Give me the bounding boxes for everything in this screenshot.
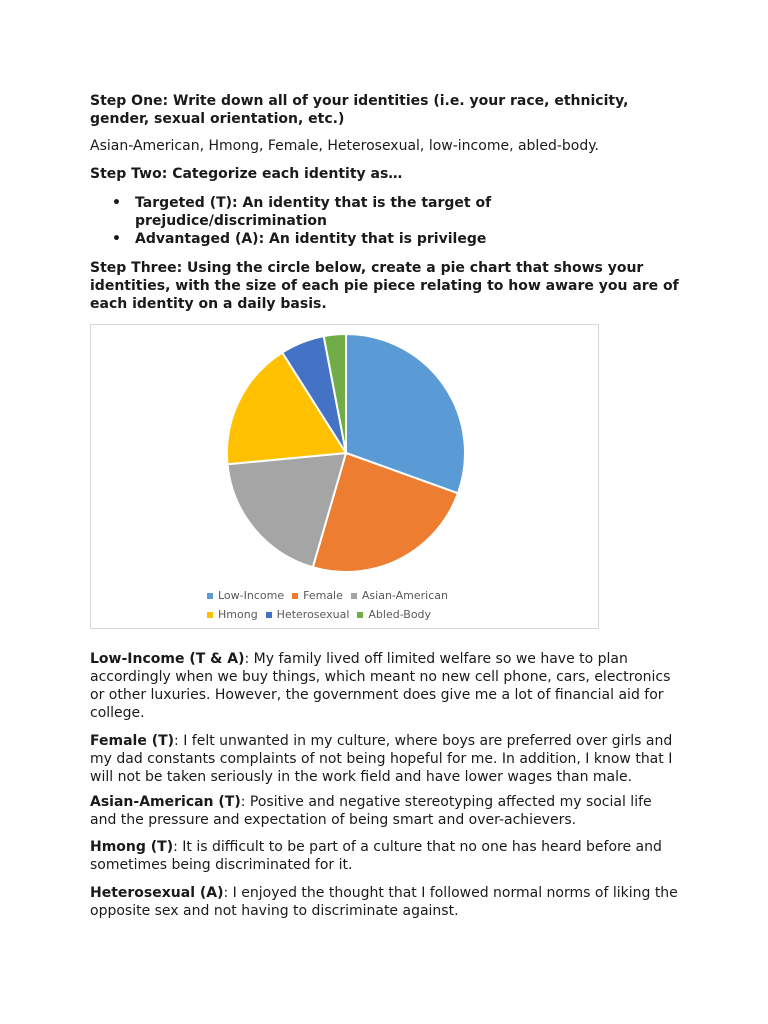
description-female [90, 732, 680, 786]
description-label: Female (T) [90, 733, 175, 749]
description-text: : I enjoyed the thought that I followed normal norms of liking the opposite sex and not having to discriminate against. [90, 885, 678, 919]
description-text: : I felt unwanted in my culture, where boys are preferred over girls and my dad constants complaints of not being hopeful for me. In addition, I know that I will not be taken seriously in the work field and have lower wages than male. [90, 733, 673, 785]
legend-item [351, 589, 448, 602]
bullet-targeted: • Targeted (T): An identity that is the target of prejudice/discrimination [90, 194, 610, 230]
description-text: : My family lived off limited welfare so we have to plan accordingly when we buy things, which meant no new cell phone, cars, electronics or other luxuries. However, the government does give me a lot of financial aid for college. [90, 651, 671, 721]
legend-label: Asian-American [361, 589, 448, 602]
legend-label: Abled-Body [368, 608, 432, 621]
bullet-advantaged: • Advantaged (A): An identity that is privilege [90, 230, 610, 248]
pie-chart-svg [91, 325, 600, 630]
description-low-income [90, 650, 680, 722]
legend-swatch [207, 612, 213, 618]
description-text: : It is difficult to be part of a culture that no one has heard before and sometimes being discriminated for it. [90, 839, 662, 873]
legend-swatch [351, 593, 357, 599]
description-hmong [90, 838, 680, 874]
legend-label: Low-Income [218, 589, 285, 602]
description-heterosexual [90, 884, 680, 920]
description-text: : Positive and negative stereotyping affected my social life and the pressure and expectation of being smart and over-achievers. [90, 794, 652, 828]
description-label: Asian-American (T) [90, 794, 241, 810]
description-label: Low-Income (T & A) [90, 651, 245, 667]
legend-item [266, 608, 350, 621]
identities-list: Asian-American, Hmong, Female, Heterosexual, low-income, abled-body. [90, 138, 599, 154]
legend-label: Heterosexual [276, 608, 350, 621]
chart-legend [207, 586, 507, 624]
category-bullets [90, 194, 610, 248]
legend-item [207, 589, 284, 602]
step-two-heading: Step Two: Categorize each identity as… [90, 166, 403, 182]
legend-item [357, 608, 431, 621]
legend-swatch [207, 593, 213, 599]
description-label: Hmong (T) [90, 839, 174, 855]
pie-chart [90, 324, 599, 629]
legend-item [292, 589, 343, 602]
legend-label: Female [303, 589, 343, 602]
step-three-heading: Step Three: Using the circle below, create a pie chart that shows your identities, with the size of each pie piece relating to how aware you are of each identity on a daily basis. [90, 260, 679, 312]
legend-swatch [266, 612, 272, 618]
legend-swatch [292, 593, 298, 599]
legend-swatch [357, 612, 363, 618]
legend-label: Hmong [218, 608, 258, 621]
description-asian-american [90, 793, 680, 829]
legend-item [207, 608, 258, 621]
step-one-heading: Step One: Write down all of your identities (i.e. your race, ethnicity, gender, sexual orientation, etc.) [90, 93, 629, 127]
description-label: Heterosexual (A) [90, 885, 224, 901]
